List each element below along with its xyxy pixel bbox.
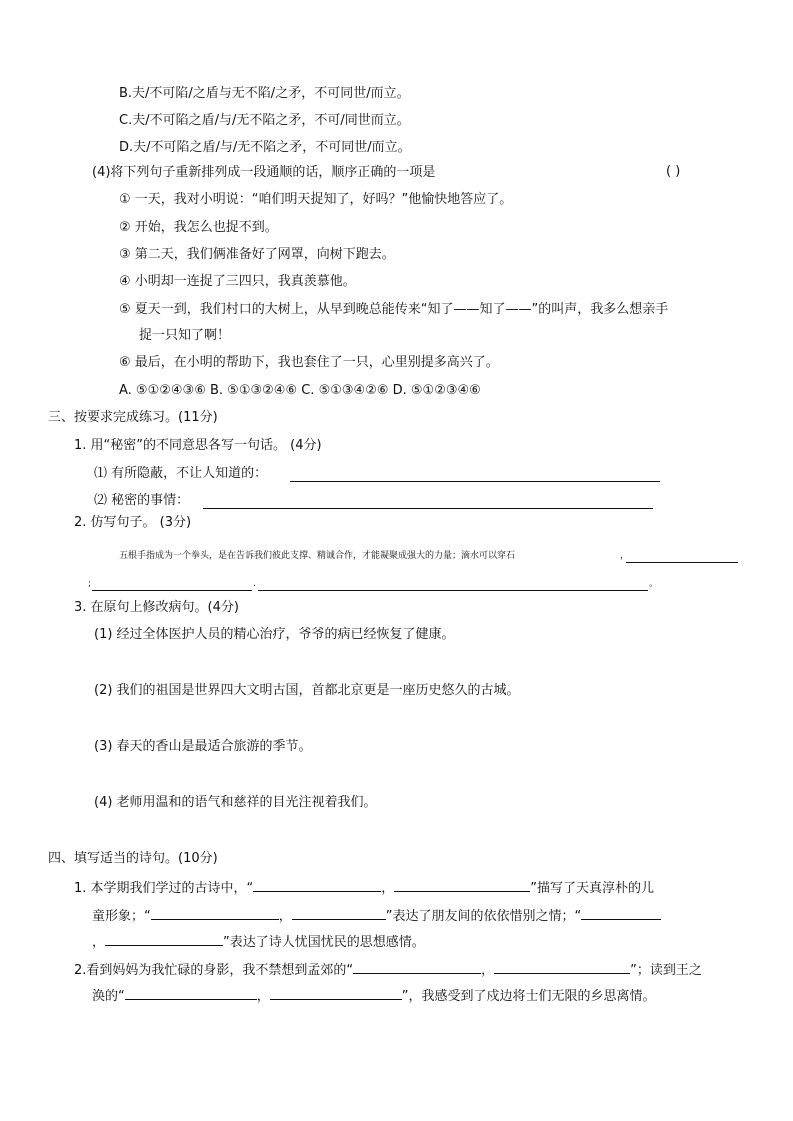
s3-q3b: (2) 我们的祖国是世界四大文明古国，首都北京更是一座历史悠久的古城。 <box>94 683 520 698</box>
s3-q1a-label: ⑴ 有所隐蔽，不让人知道的： <box>94 466 268 481</box>
poem-blank-3[interactable] <box>151 905 279 920</box>
s3-q3c: (3) 春天的香山是最适合旅游的季节。 <box>94 739 312 754</box>
poem-blank-7[interactable] <box>353 959 481 974</box>
q2-semicolon: ; <box>88 579 92 589</box>
poem-blank-8[interactable] <box>494 959 630 974</box>
s4-p2-c: ”表达了朋友间的依依惜别之情；“ <box>385 909 582 924</box>
sentence-6: ⑥ 最后，在小明的帮助下，我也套住了一只，心里别提多高兴了。 <box>119 355 499 370</box>
q2-comma: ， <box>620 551 630 561</box>
s4-p4-a: 2.看到妈妈为我忙碌的身影，我不禁想到孟郊的“ <box>74 963 354 978</box>
s3-q2: 2. 仿写句子。 (3分) <box>74 515 192 530</box>
s4-p1-b: ， <box>381 881 395 896</box>
s4-p4-b: ， <box>481 963 495 978</box>
q1b-answer-line[interactable] <box>203 494 653 509</box>
q2-blank-1[interactable] <box>626 548 738 563</box>
s4-p4-c: ”；读到王之 <box>630 963 702 978</box>
option-d: D.夫/不可陷之盾/与/无不陷之矛，不可同世/而立。 <box>119 140 411 155</box>
s3-q1a <box>94 465 267 483</box>
q4-prompt: (4)将下列句子重新排列成一段通顺的话，顺序正确的一项是 <box>92 165 436 180</box>
q2-period: 。 <box>649 579 659 589</box>
option-b: B.夫/不可陷/之盾与无不陷/之矛，不可同世/而立。 <box>119 86 410 101</box>
s4-p4 <box>74 959 702 980</box>
sentence-1: ① 一天，我对小明说：“咱们明天捉知了，好吗？”他愉快地答应了。 <box>119 192 513 207</box>
s4-p1-c: ”描写了天真淳朴的儿 <box>530 881 655 896</box>
poem-blank-1[interactable] <box>253 877 381 892</box>
s4-p2-b: ， <box>278 909 292 924</box>
sentence-2: ② 开始，我怎么也捉不到。 <box>119 220 278 235</box>
q2-blank-2[interactable] <box>92 576 252 591</box>
poem-blank-2[interactable] <box>394 877 530 892</box>
s4-p1-a: 1. 本学期我们学过的古诗中，“ <box>74 881 254 896</box>
s3-q1b-label: ⑵ 秘密的事情： <box>94 493 190 508</box>
s3-q3d: (4) 老师用温和的语气和慈祥的目光注视着我们。 <box>94 795 377 810</box>
option-c: C.夫/不可陷之盾/与/无不陷之矛，不可/同世而立。 <box>119 113 410 128</box>
s3-q1: 1. 用“秘密”的不同意思各写一句话。 (4分) <box>74 438 322 453</box>
section-4-title: 四、填写适当的诗句。(10分) <box>48 851 218 866</box>
poem-blank-9[interactable] <box>125 985 257 1000</box>
s4-p1 <box>74 877 654 898</box>
q2-example: 五根手指成为一个拳头，是在告诉我们彼此支撑、精诚合作，才能凝聚成强大的力量；滴水可以穿石 <box>119 551 516 561</box>
s3-q3a: (1) 经过全体医护人员的精心治疗，爷爷的病已经恢复了健康。 <box>94 627 455 642</box>
s4-p3 <box>92 931 425 952</box>
q2-blank-3[interactable] <box>258 576 648 591</box>
q4-choices: A. ⑤①②④③⑥ B. ⑤①③②④⑥ C. ⑤①③④②⑥ D. ⑤①②③④⑥ <box>119 383 481 398</box>
s4-p2-a: 童形象；“ <box>92 909 151 924</box>
s4-p5-c: ”，我感受到了戍边将士们无限的乡思离情。 <box>401 989 656 1004</box>
sentence-5-cont: 捉一只知了啊！ <box>139 328 231 343</box>
sentence-5: ⑤ 夏天一到，我们村口的大树上，从早到晚总能传来“知了——知了——”的叫声，我多么想亲手 <box>119 302 669 317</box>
q1a-answer-line[interactable] <box>290 467 660 482</box>
s3-q3: 3. 在原句上修改病句。(4分) <box>74 600 239 615</box>
s4-p5-b: ， <box>256 989 270 1004</box>
poem-blank-5[interactable] <box>581 905 661 920</box>
sentence-4: ④ 小明却一连捉了三四只，我真羡慕他。 <box>119 274 356 289</box>
section-3-title: 三、按要求完成练习。(11分) <box>48 410 218 425</box>
poem-blank-10[interactable] <box>270 985 402 1000</box>
s4-p3-a: ， <box>92 935 106 950</box>
q4-answer-paren[interactable]: ( ) <box>666 164 681 179</box>
s4-p5 <box>92 985 656 1006</box>
s4-p3-b: ”表达了诗人忧国忧民的思想感情。 <box>223 935 425 950</box>
sentence-3: ③ 第二天，我们俩准备好了网罩，向树下跑去。 <box>119 247 395 262</box>
s3-q1b <box>94 492 189 510</box>
poem-blank-6[interactable] <box>105 931 223 946</box>
poem-blank-4[interactable] <box>292 905 386 920</box>
s4-p2 <box>92 905 661 926</box>
s4-p5-a: 涣的“ <box>92 989 125 1004</box>
q2-dot: . <box>253 579 256 589</box>
